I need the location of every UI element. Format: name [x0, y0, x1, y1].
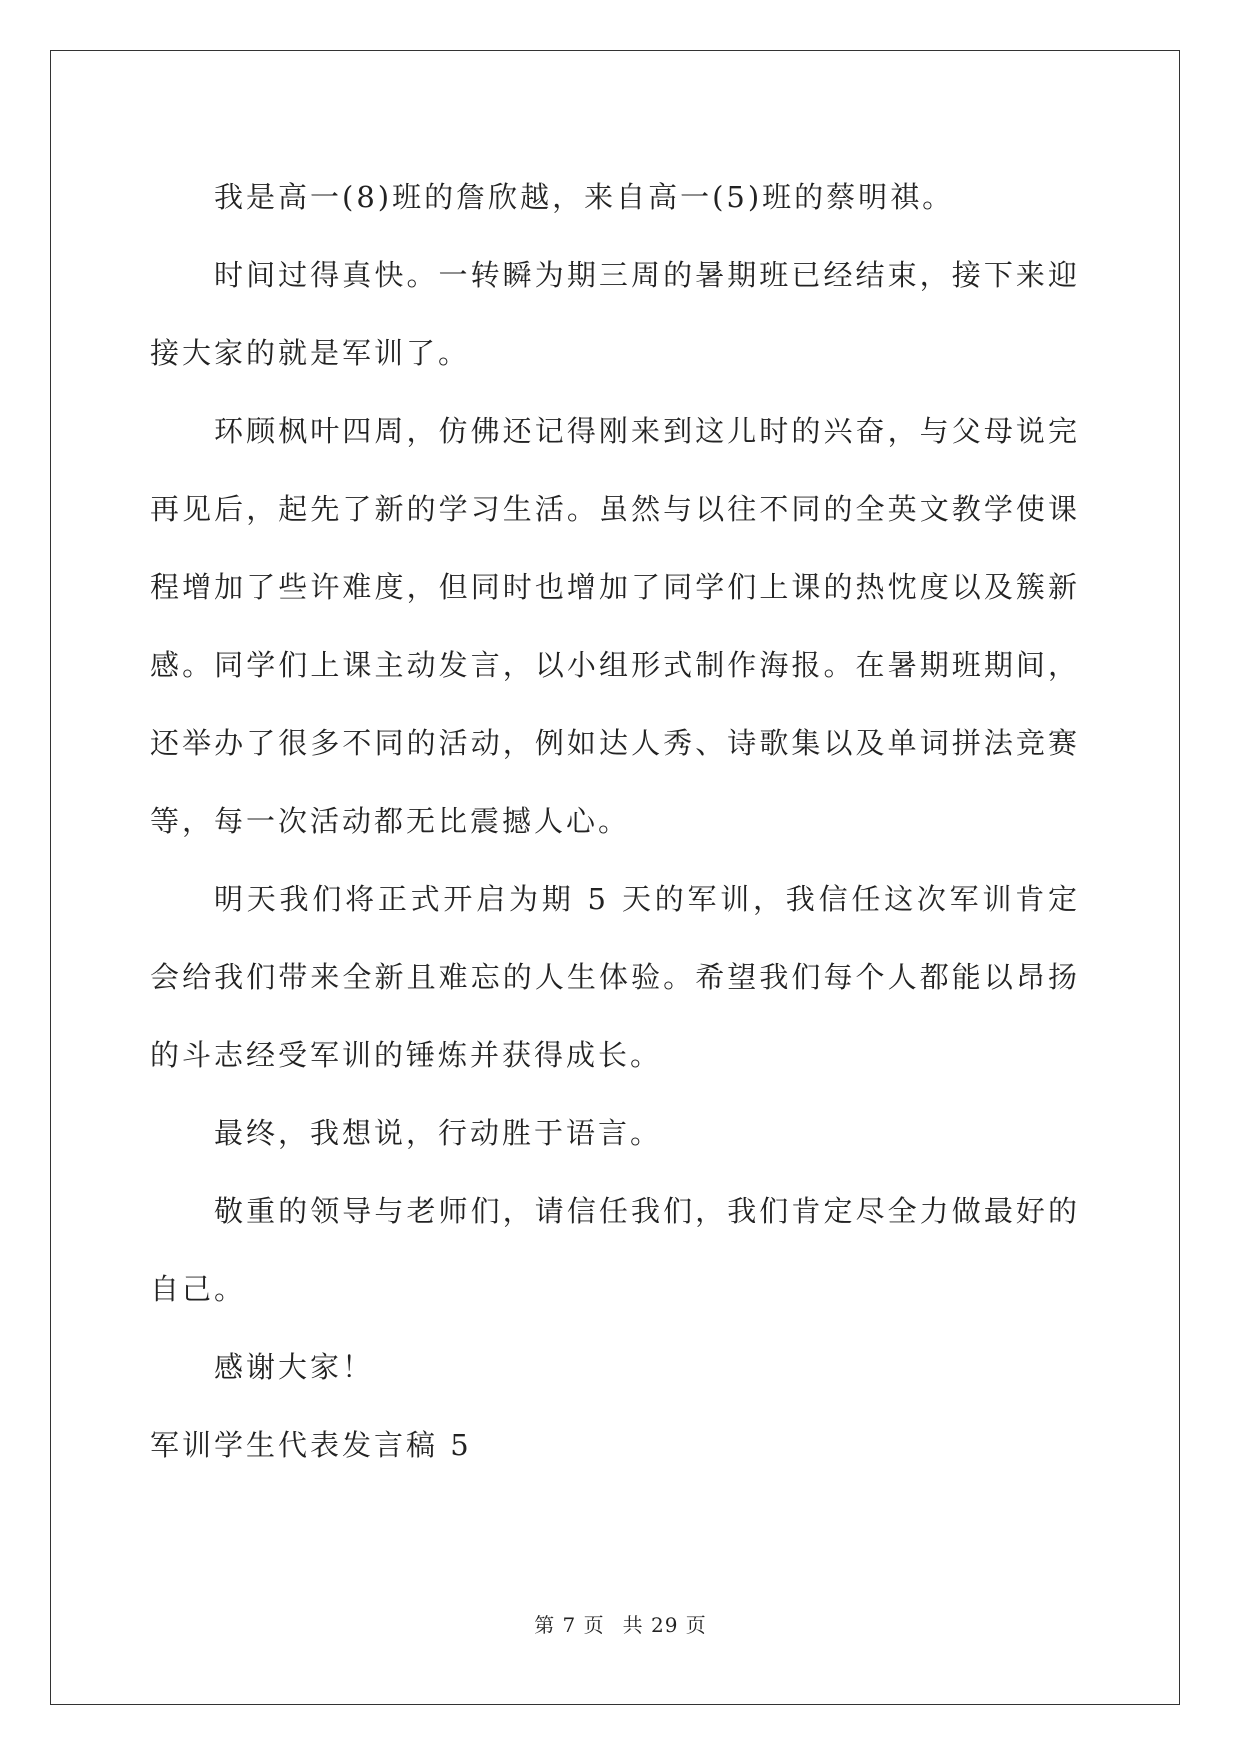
- document-body: [150, 158, 1080, 1484]
- paragraph-thanks: 感谢大家！: [214, 1350, 375, 1384]
- paragraph-military-training: 明天我们将正式开启为期 5 天的军训，我信任这次军训肯定会给我们带来全新且难忘的人生体验。希望我们每个人都能以昂扬的斗志经受军训的锤炼并获得成长。: [150, 882, 1080, 1072]
- paragraph-memories: 环顾枫叶四周，仿佛还记得刚来到这儿时的兴奋，与父母说完再见后，起先了新的学习生活。虽然与以往不同的全英文教学使课程增加了些许难度，但同时也增加了同学们上课的热忱度以及簇新感。同学们上课主动发言，以小组形式制作海报。在暑期班期间，还举办了很多不同的活动，例如达人秀、诗歌集以及单词拼法竞赛等，每一次活动都无比震撼人心。: [150, 414, 1080, 838]
- paragraph-closing: 最终，我想说，行动胜于语言。: [214, 1116, 663, 1150]
- paragraph-address: 敬重的领导与老师们，请信任我们，我们肯定尽全力做最好的自己。: [150, 1194, 1080, 1306]
- paragraph-intro: 我是高一(8)班的詹欣越，来自高一(5)班的蔡明祺。: [214, 180, 955, 214]
- paragraph-time: 时间过得真快。一转瞬为期三周的暑期班已经结束，接下来迎接大家的就是军训了。: [150, 258, 1080, 370]
- page-total: 共 29 页: [622, 1613, 707, 1637]
- page-number: 第 7 页: [534, 1613, 605, 1637]
- page-footer: [0, 1609, 1241, 1638]
- section-heading: 军训学生代表发言稿 5: [150, 1428, 472, 1462]
